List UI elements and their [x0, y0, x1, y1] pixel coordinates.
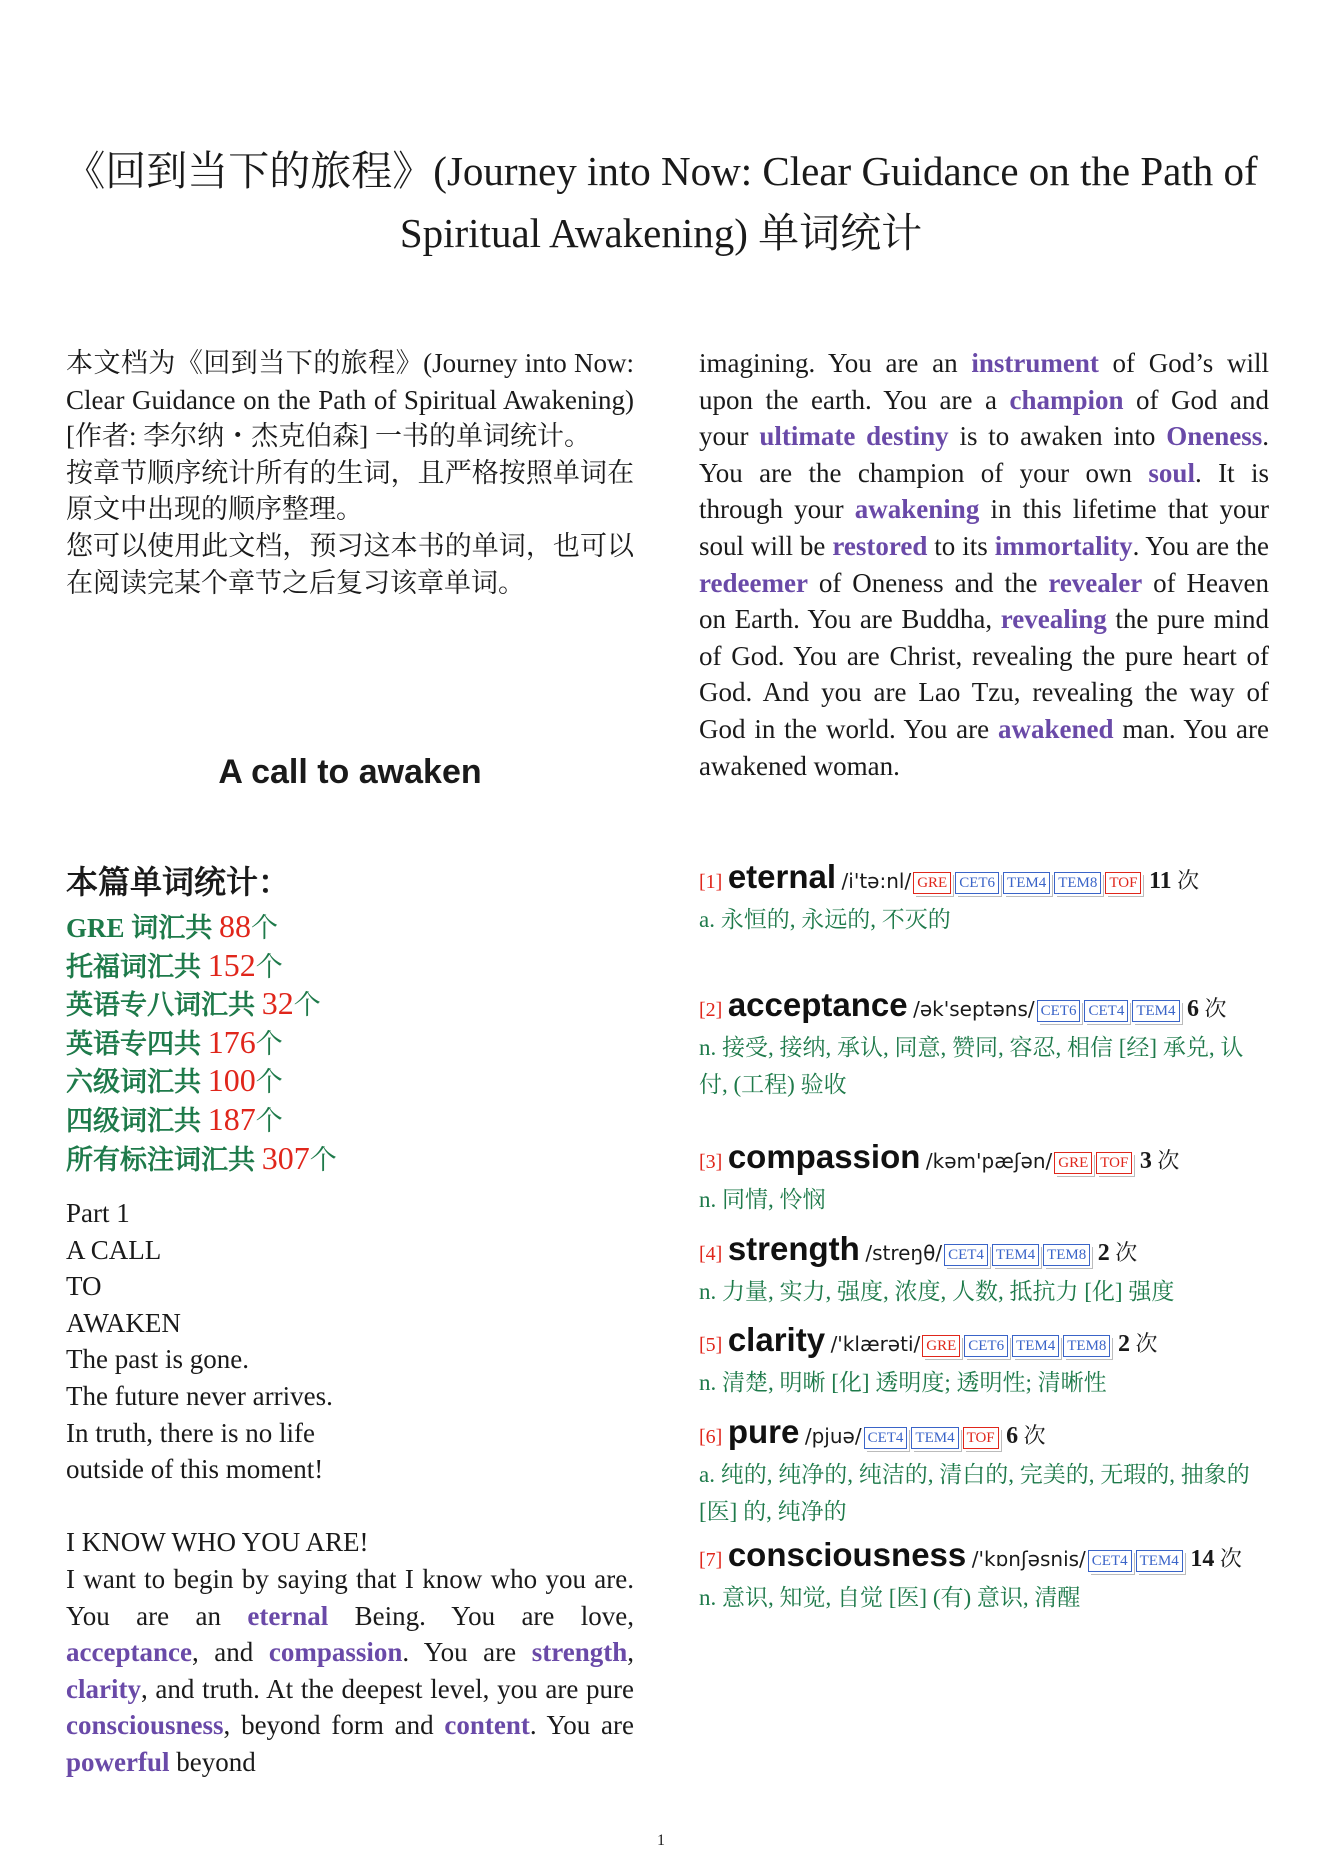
exam-tag: TOF	[1096, 1152, 1132, 1174]
exam-tag: TEM8	[1043, 1244, 1090, 1266]
keyword: awakened	[997, 713, 1114, 744]
entry-index: [3]	[699, 1151, 723, 1173]
entry-head	[699, 1137, 1269, 1182]
entry-head	[699, 1229, 1269, 1274]
prose-text: , beyond form and	[223, 1710, 445, 1741]
entry-index: [7]	[699, 1549, 723, 1571]
stat-count: 100	[207, 1062, 256, 1099]
prose-text: . It is through your	[699, 457, 1269, 525]
count-unit: 次	[1157, 1148, 1180, 1173]
exam-tag: TEM4	[1012, 1335, 1059, 1357]
prose-text: in this lifetime that your soul will be	[699, 494, 1269, 561]
entry-head	[699, 985, 1269, 1030]
exam-tag: CET6	[1037, 1000, 1081, 1022]
keyword: soul	[1148, 457, 1195, 488]
prose-text: of Oneness and the	[807, 567, 1049, 598]
section-heading: A call to awaken	[218, 753, 482, 791]
entry-definition: n. 清楚, 明晰 [化] 透明度; 透明性; 清晰性	[699, 1370, 1107, 1395]
entry-count: 2	[1117, 1331, 1130, 1357]
keyword: immortality	[994, 530, 1133, 561]
prose-text: ,	[627, 1637, 634, 1668]
entry-count: 2	[1097, 1240, 1110, 1266]
entry-definition: n. 同情, 怜悯	[699, 1187, 826, 1212]
entry-phonetic: /kəm'pæʃən/	[925, 1149, 1053, 1173]
exam-tag: TEM4	[1136, 1550, 1183, 1572]
text-line: The future never arrives.	[66, 1380, 333, 1411]
intro-paragraph: 按章节顺序统计所有的生词，且严格按照单词在原文中出现的顺序整理。	[66, 457, 634, 525]
stat-count: 176	[207, 1023, 256, 1060]
stat-unit: 个	[255, 1105, 283, 1136]
entry-word: consciousness	[727, 1536, 967, 1573]
stat-label: 六级词汇共	[66, 1067, 208, 1098]
keyword: ultimate destiny	[759, 421, 949, 452]
keyword: strength	[531, 1637, 628, 1668]
exam-tag: CET4	[944, 1244, 988, 1266]
exam-tag: TEM8	[1063, 1335, 1110, 1357]
vocab-entry	[699, 985, 1269, 1103]
entry-index: [4]	[699, 1243, 723, 1265]
count-unit: 次	[1135, 1331, 1158, 1356]
exam-tag: CET6	[955, 872, 999, 894]
entry-phonetic: /i'tə:nl/	[841, 869, 912, 893]
text-line: In truth, there is no life	[66, 1417, 315, 1448]
text-line: outside of this moment!	[66, 1454, 324, 1485]
intro-paragraph: 本文档为《回到当下的旅程》(Journey into Now: Clear Guidance on the Path of Spiritual Awakening)[作者: 李尔纳・杰克伯森] 一书的单词统计。	[66, 348, 634, 452]
entry-phonetic: /ək'septəns/	[913, 997, 1035, 1021]
entry-count: 6	[1187, 996, 1199, 1022]
vocab-entry	[699, 1535, 1269, 1617]
prose-text: to its	[927, 530, 995, 561]
exam-tag: TEM4	[992, 1244, 1039, 1266]
entry-word: acceptance	[727, 986, 908, 1023]
text-line: AWAKEN	[66, 1307, 181, 1338]
entry-count: 14	[1190, 1546, 1215, 1572]
entry-head	[699, 1412, 1269, 1457]
stat-line	[66, 1140, 634, 1179]
stat-count: 187	[207, 1100, 256, 1137]
prose-text: . You are	[529, 1710, 634, 1741]
prose-text: , and	[191, 1637, 269, 1668]
keyword: revealer	[1048, 567, 1143, 598]
entry-count: 3	[1139, 1148, 1152, 1174]
keyword: restored	[832, 530, 928, 561]
stat-line	[66, 985, 634, 1024]
exam-tag: TOF	[1105, 872, 1141, 894]
entry-phonetic: /'kɒnʃəsnis/	[971, 1547, 1086, 1571]
entry-definition: n. 接受, 接纳, 承认, 同意, 赞同, 容忍, 相信 [经] 承兑, 认付, (工程) 验收	[699, 1035, 1244, 1097]
prose-text: . You are the	[1132, 530, 1270, 561]
count-unit: 次	[1023, 1423, 1046, 1448]
exam-tag: TEM4	[1132, 1000, 1179, 1022]
exam-tag: CET4	[1088, 1550, 1132, 1572]
stat-unit: 个	[255, 1067, 283, 1098]
vocab-entry	[699, 857, 1269, 939]
vocab-entry	[699, 1137, 1269, 1219]
stat-unit: 个	[251, 913, 279, 943]
keyword: instrument	[971, 348, 1099, 378]
entry-definition: n. 力量, 实力, 强度, 浓度, 人数, 抵抗力 [化] 强度	[699, 1279, 1175, 1304]
stat-count: 88	[219, 908, 252, 944]
prose-text: . You are	[402, 1637, 532, 1668]
entry-phonetic: /streŋθ/	[865, 1241, 943, 1265]
right-column	[699, 345, 1270, 1610]
text-line: Part 1	[66, 1198, 130, 1228]
entry-word: pure	[727, 1413, 800, 1450]
vocab-entry	[699, 1229, 1269, 1311]
stat-line	[66, 947, 634, 986]
exam-tag: TOF	[963, 1427, 999, 1449]
exam-tag: TEM4	[1003, 872, 1050, 894]
entry-definition: n. 意识, 知觉, 自觉 [医] (有) 意识, 清醒	[699, 1585, 1081, 1610]
entry-definition: a. 纯的, 纯净的, 纯洁的, 清白的, 完美的, 无瑕的, 抽象的 [医] 的, 纯净的	[699, 1462, 1250, 1524]
exam-tag: TEM4	[911, 1427, 958, 1449]
exam-tag: GRE	[922, 1335, 960, 1357]
vocab-entry	[699, 1320, 1269, 1402]
stat-unit: 个	[309, 1144, 337, 1175]
stat-line	[66, 1024, 634, 1063]
exam-tag: CET4	[1084, 1000, 1128, 1022]
keyword: content	[444, 1710, 530, 1741]
stat-label: 英语专四共	[66, 1028, 208, 1059]
subheading: I KNOW WHO YOU ARE!	[66, 1527, 369, 1558]
prose-text: . You are the champion of your own	[699, 421, 1270, 488]
keyword: eternal	[247, 1600, 329, 1631]
entry-count: 11	[1148, 868, 1172, 894]
exam-tag: TEM8	[1054, 872, 1101, 894]
body-text	[66, 1195, 634, 1781]
stat-line	[66, 1062, 634, 1101]
stat-label: 托福词汇共	[66, 951, 208, 982]
entry-index: [1]	[699, 871, 723, 893]
prose-text: of God and your	[699, 384, 1269, 452]
entry-head	[699, 1535, 1269, 1580]
stat-label: 四级词汇共	[66, 1105, 208, 1136]
entry-count: 6	[1006, 1423, 1019, 1449]
stat-count: 307	[261, 1139, 310, 1176]
stat-line	[66, 1101, 634, 1140]
entry-index: [5]	[699, 1334, 723, 1356]
keyword: acceptance	[66, 1637, 192, 1668]
count-unit: 次	[1219, 1546, 1242, 1571]
prose-text: imagining. You are an	[699, 348, 972, 378]
prose-text: man. You are awakened woman.	[699, 713, 1269, 781]
entry-definition: a. 永恒的, 永远的, 不灭的	[699, 907, 951, 932]
count-unit: 次	[1204, 996, 1227, 1021]
entry-word: compassion	[727, 1138, 921, 1175]
exam-tag: GRE	[1054, 1152, 1092, 1174]
right-prose	[699, 345, 1269, 784]
intro	[66, 345, 634, 601]
keyword: awakening	[854, 494, 980, 525]
prose-text: the pure mind of God. You are Christ, revealing the pure heart of God. And you are Lao Tzu, revealing the way of God in the world. You are	[699, 604, 1269, 744]
text-line: TO	[66, 1271, 102, 1302]
stat-unit: 个	[293, 990, 321, 1021]
prose-text: of Heaven on Earth. You are Buddha,	[699, 567, 1269, 635]
text-line: The past is gone.	[66, 1344, 249, 1375]
stat-unit: 个	[255, 951, 283, 982]
text-line: A CALL	[66, 1234, 162, 1265]
entry-word: eternal	[727, 858, 837, 895]
stats-block	[66, 860, 634, 1178]
prose-text: is to awaken into	[948, 421, 1167, 452]
count-unit: 次	[1115, 1240, 1138, 1265]
intro-paragraph: 您可以使用此文档，预习这本书的单词，也可以在阅读完某个章节之后复习该章单词。	[66, 530, 634, 598]
prose-text: , and truth. At the deepest level, you are pure	[140, 1673, 634, 1704]
prose-text: of God’s will upon the earth. You are a	[699, 348, 1269, 415]
exam-tag: GRE	[913, 872, 951, 894]
entry-phonetic: /pjuə/	[804, 1424, 862, 1448]
entry-index: [2]	[699, 999, 723, 1021]
entry-phonetic: /'klærəti/	[830, 1332, 921, 1356]
prose-text: Being. You are love,	[328, 1600, 635, 1631]
keyword: revealing	[1000, 604, 1107, 635]
left-prose	[66, 1561, 634, 1781]
stat-count: 32	[261, 985, 294, 1022]
stat-label: GRE 词汇共	[66, 913, 220, 943]
stat-label: 所有标注词汇共	[66, 1144, 262, 1175]
keyword: Oneness	[1166, 421, 1263, 452]
entry-head	[699, 1320, 1269, 1365]
stat-unit: 个	[255, 1028, 283, 1059]
entry-word: strength	[727, 1230, 860, 1267]
stat-label: 英语专八词汇共	[66, 990, 262, 1021]
left-column	[66, 345, 635, 1777]
vocab-entry	[699, 1412, 1269, 1530]
page-title: 《回到当下的旅程》(Journey into Now: Clear Guidance on the Path of Spiritual Awakening) 单词统计	[64, 148, 1258, 256]
exam-tag: CET4	[864, 1427, 908, 1449]
page-number: 1	[657, 1832, 665, 1849]
exam-tag: CET6	[964, 1335, 1008, 1357]
entry-word: clarity	[727, 1321, 826, 1358]
entry-head	[699, 857, 1269, 902]
prose-text: I want to begin by saying that I know who you are. You are an	[66, 1563, 634, 1631]
stat-count: 152	[207, 946, 256, 983]
keyword: redeemer	[699, 567, 808, 598]
prose-text: beyond	[169, 1746, 256, 1777]
entry-index: [6]	[699, 1426, 723, 1448]
keyword: compassion	[268, 1637, 403, 1668]
stats-heading: 本篇单词统计：	[66, 864, 291, 900]
count-unit: 次	[1177, 868, 1200, 893]
keyword: clarity	[66, 1673, 141, 1704]
keyword: powerful	[66, 1746, 170, 1777]
keyword: champion	[1009, 384, 1124, 415]
stat-line	[66, 908, 634, 947]
keyword: consciousness	[66, 1710, 224, 1741]
